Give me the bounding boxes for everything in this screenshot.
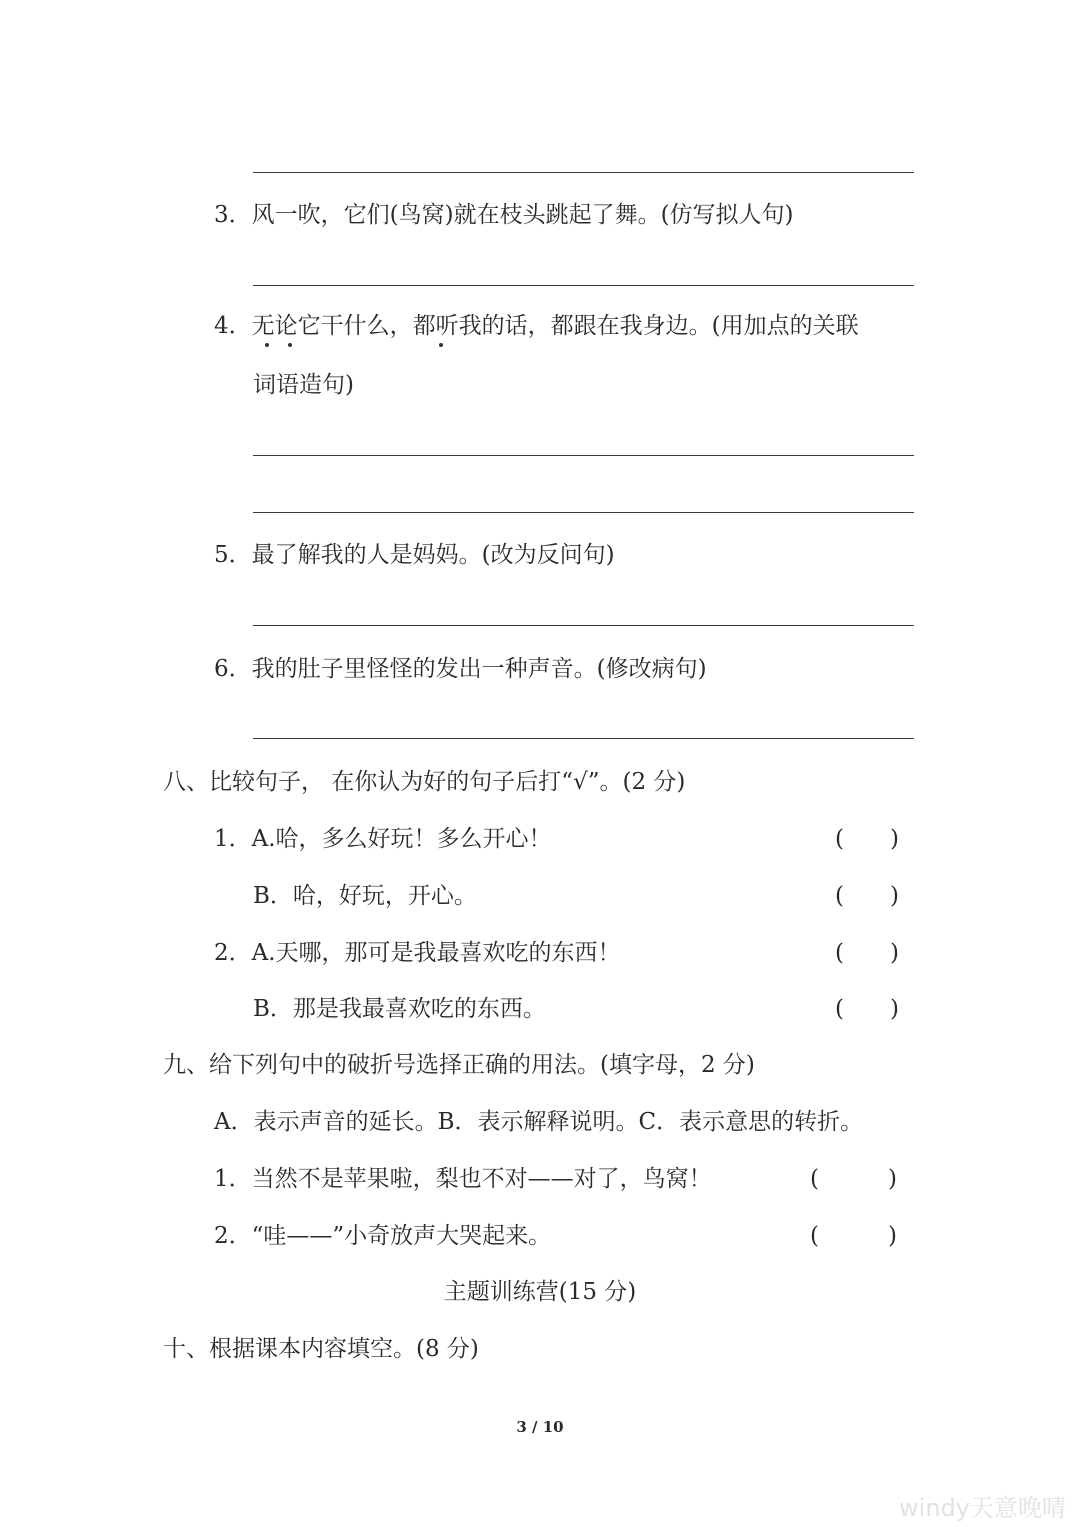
answer-paren[interactable]: ( ) [810, 1223, 897, 1249]
answer-line[interactable] [253, 512, 914, 513]
answer-line[interactable] [253, 285, 914, 286]
q9-options: A．表示声音的延长。B．表示解释说明。C．表示意思的转折。 [214, 1109, 864, 1135]
page-number: 3 / 10 [516, 1418, 564, 1436]
answer-paren[interactable]: ( ) [835, 883, 899, 909]
emphasis-dot [265, 343, 269, 347]
q8-item: 1．A.哈，多么好玩！多么开心！ [214, 826, 552, 852]
q9-title: 九、给下列句中的破折号选择正确的用法。(填字母，2 分) [163, 1052, 755, 1078]
answer-paren[interactable]: ( ) [835, 940, 899, 966]
q7-item-6: 6．我的肚子里怪怪的发出一种声音。(修改病句) [214, 656, 707, 682]
emphasis-dot [288, 343, 292, 347]
q7-item-4-line1: 4．无论它干什么，都听我的话，都跟在我身边。(用加点的关联 [214, 313, 859, 339]
answer-paren[interactable]: ( ) [810, 1166, 897, 1192]
q8-item: B．那是我最喜欢吃的东西。 [253, 996, 546, 1022]
watermark: windy天意晚晴 [899, 1494, 1066, 1522]
q8-item: B．哈，好玩，开心。 [253, 883, 477, 909]
q7-item-5: 5．最了解我的人是妈妈。(改为反问句) [214, 542, 615, 568]
q8-item: 2．A.天哪，那可是我最喜欢吃的东西！ [214, 940, 621, 966]
q7-item-4-line2: 词语造句) [253, 372, 354, 398]
q10-title: 十、根据课本内容填空。(8 分) [163, 1336, 479, 1362]
emphasis-dot [439, 343, 443, 347]
answer-line[interactable] [253, 625, 914, 626]
answer-paren[interactable]: ( ) [835, 826, 899, 852]
section-heading: 主题训练营(15 分) [443, 1279, 637, 1305]
q7-item-3: 3．风一吹，它们(鸟窝)就在枝头跳起了舞。(仿写拟人句) [214, 202, 794, 228]
q9-item: 2．“哇——”小奇放声大哭起来。 [214, 1223, 552, 1249]
answer-line[interactable] [253, 455, 914, 456]
answer-line[interactable] [253, 738, 914, 739]
q9-item: 1．当然不是苹果啦，梨也不对——对了，鸟窝！ [214, 1166, 712, 1192]
answer-line[interactable] [253, 172, 914, 173]
answer-paren[interactable]: ( ) [835, 996, 899, 1022]
q8-title: 八、比较句子， 在你认为好的句子后打“√”。(2 分) [163, 769, 686, 795]
